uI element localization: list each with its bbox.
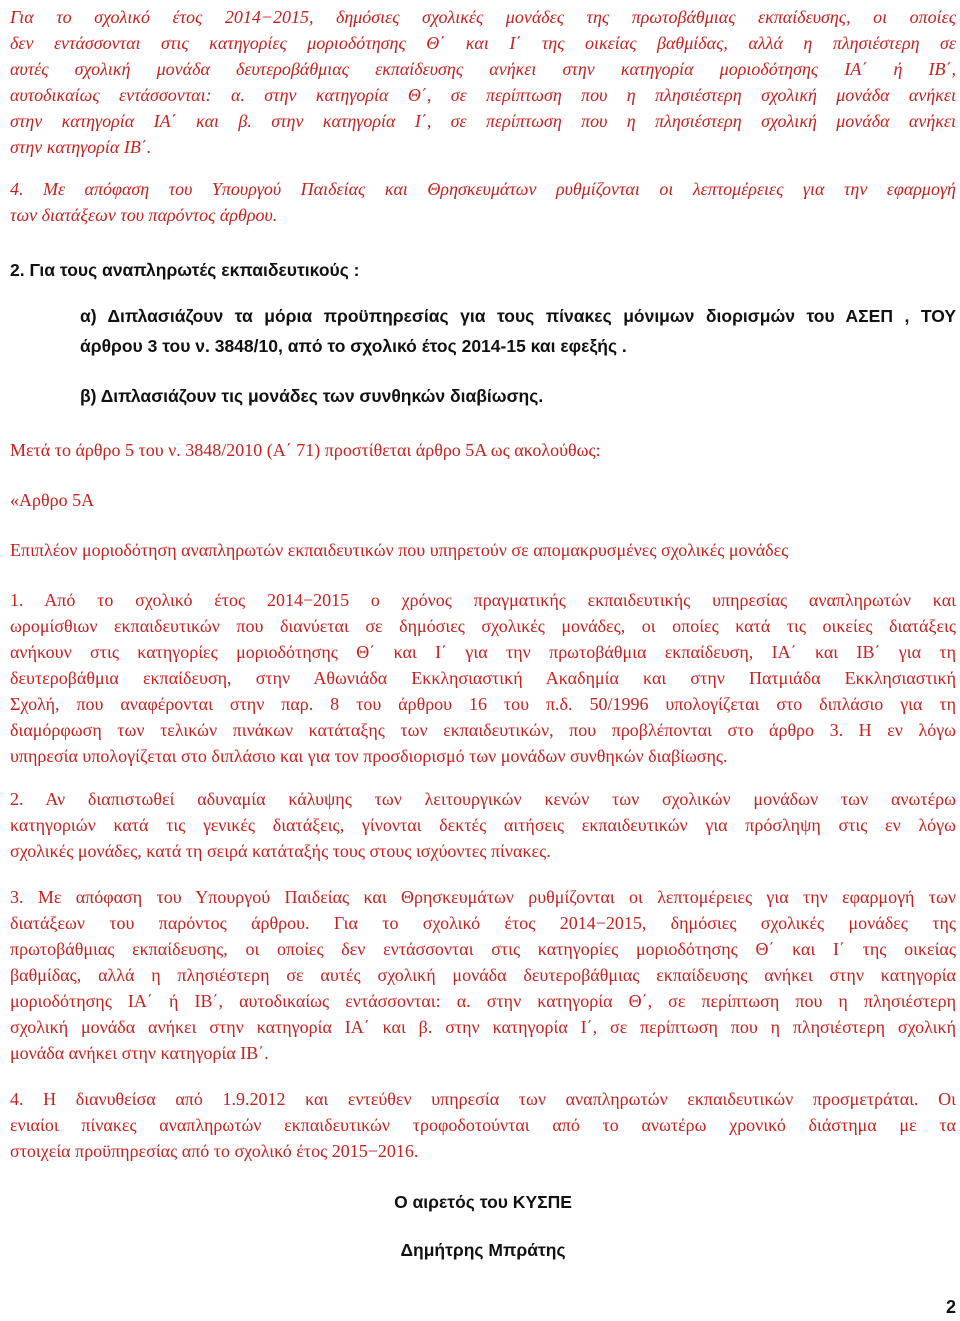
text-line: διαμόρφωση των τελικών πινάκων κατάταξης των εκπαιδευτικών, που προβλέπονται στο άρθρο 3. Η εν λόγω <box>10 720 956 740</box>
substitutes-heading: 2. Για τους αναπληρωτές εκπαιδευτικούς : <box>10 260 360 280</box>
text-line: στοιχεία προϋπηρεσίας από το σχολικό έτος 2015−2016. <box>10 1141 419 1161</box>
text-line: αυτές σχολική μονάδα δευτεροβάθμιας εκπαίδευσης ανήκει στην κατηγορία μοριοδότησης ΙΑ΄ ή ΙΒ΄, <box>10 59 956 79</box>
substitutes-item-b: β) Διπλασιάζουν τις μονάδες των συνθηκών διαβίωσης. <box>80 386 544 406</box>
article-title: «Αρθρο 5Α <box>10 490 95 510</box>
text-line: ανήκουν στις κατηγορίες μοριοδότησης Θ΄ και Ι΄ για την πρωτοβάθμια εκπαίδευση, ΙΑ΄ και ΙΒ΄ για τη <box>10 642 956 662</box>
text-line: σχολική μονάδα ανήκει στην κατηγορία ΙΑ΄ και β. στην κατηγορία Ι΄, σε περίπτωση που η πλησιέστερη σχολική <box>10 1017 956 1037</box>
text-line: Σχολή, που αναφέρονται στην παρ. 8 του άρθρου 16 του π.δ. 50/1996 υπολογίζεται στο διπλάσιο για τη <box>10 694 956 714</box>
text-line: αυτοδικαίως εντάσσονται: α. στην κατηγορία Θ΄, σε περίπτωση που η πλησιέστερη σχολική μονάδα ανήκει <box>10 85 956 105</box>
text-line: πρωτοβάθμιας εκπαίδευσης, οι οποίες δεν εντάσσονται στις κατηγορίες μοριοδότησης Θ΄ και Ι΄ της οικείας <box>10 939 956 959</box>
text-line: στην κατηγορία ΙΒ΄. <box>10 137 152 157</box>
text-line: Για το σχολικό έτος 2014−2015, δημόσιες σχολικές μονάδες της πρωτοβάθμιας εκπαίδευσης, οι οποίες <box>10 7 956 27</box>
article-paragraph-2 <box>10 786 956 864</box>
text-line: άρθρου 3 του ν. 3848/10, από το σχολικό έτος 2014-15 και εφεξής . <box>80 336 627 356</box>
text-line: α) Διπλασιάζουν τα μόρια προϋπηρεσίας για τους πίνακες μόνιμων διορισμών του ΑΣΕΠ , ΤΟΥ <box>80 306 956 326</box>
article-paragraph-1 <box>10 587 956 769</box>
article-subtitle: Επιπλέον μοριοδότηση αναπληρωτών εκπαιδευτικών που υπηρετούν σε απομακρυσμένες σχολικές μονάδες <box>10 540 789 560</box>
text-line: ενιαίοι πίνακες αναπληρωτών εκπαιδευτικών τροφοδοτούνται από το ανωτέρω χρονικό διάστημα με τα <box>10 1115 956 1135</box>
text-line: 4. Η διανυθείσα από 1.9.2012 και εντεύθεν υπηρεσία των αναπληρωτών εκπαιδευτικών προσμετράται. Οι <box>10 1089 956 1109</box>
amendment-intro: Μετά το άρθρο 5 του ν. 3848/2010 (Α΄ 71) προστίθεται άρθρο 5Α ως ακολούθως: <box>10 440 601 460</box>
text-line: στην κατηγορία ΙΑ΄ και β. στην κατηγορία Ι΄, σε περίπτωση που η πλησιέστερη σχολική μονάδα ανήκει <box>10 111 956 131</box>
text-line: των διατάξεων του παρόντος άρθρου. <box>10 205 278 225</box>
text-line: κατηγοριών κατά τις γενικές διατάξεις, γίνονται δεκτές αιτήσεις εκπαιδευτικών για πρόσληψη στις εν λόγω <box>10 815 956 835</box>
intro-paragraph <box>10 4 956 160</box>
article-paragraph-3 <box>10 884 956 1066</box>
text-line: σχολικές μονάδες, κατά τη σειρά κατάταξής τους στους ισχύοντες πίνακες. <box>10 841 551 861</box>
page-number: 2 <box>945 1297 956 1317</box>
text-line: υπηρεσία υπολογίζεται στο διπλάσιο και για τον προσδιορισμό των μονάδων συνθηκών διαβίωσης. <box>10 746 728 766</box>
text-line: δευτεροβάθμια εκπαίδευση, στην Αθωνιάδα Εκκλησιαστική Ακαδημία και στην Πατμιάδα Εκκλησιαστική <box>10 668 956 688</box>
text-line: μονάδα ανήκει στην κατηγορία ΙΒ΄. <box>10 1043 269 1063</box>
paragraph-4-italic <box>10 176 956 228</box>
text-line: βαθμίδας, αλλά η πλησιέστερη σε αυτές σχολική μονάδα δευτεροβάθμιας εκπαίδευσης ανήκει στην κατηγορία <box>10 965 956 985</box>
text-line: 4. Με απόφαση του Υπουργού Παιδείας και Θρησκευμάτων ρυθμίζονται οι λεπτομέρειες για την εφαρμογή <box>10 179 956 199</box>
text-line: δεν εντάσσονται στις κατηγορίες μοριοδότησης Θ΄ και Ι΄ της οικείας βαθμίδας, αλλά η πλησιέστερη σε <box>10 33 956 53</box>
substitutes-item-a <box>80 303 956 359</box>
text-line: 2. Αν διαπιστωθεί αδυναμία κάλυψης των λειτουργικών κενών των σχολικών μονάδων των ανωτέρω <box>10 789 956 809</box>
text-line: μοριοδότησης ΙΑ΄ ή ΙΒ΄, αυτοδικαίως εντάσσονται: α. στην κατηγορία Θ΄, σε περίπτωση που η πλησιέστερη <box>10 991 956 1011</box>
signature-role: Ο αιρετός του ΚΥΣΠΕ <box>394 1192 572 1212</box>
text-line: 3. Με απόφαση του Υπουργού Παιδείας και Θρησκευμάτων ρυθμίζονται οι λεπτομέρειες για την εφαρμογή των <box>10 887 956 907</box>
text-line: 1. Από το σχολικό έτος 2014−2015 ο χρόνος πραγματικής εκπαιδευτικής υπηρεσίας αναπληρωτών και <box>10 590 956 610</box>
signature-name: Δημήτρης Μπράτης <box>400 1240 566 1260</box>
article-paragraph-4 <box>10 1086 956 1164</box>
text-line: διατάξεων του παρόντος άρθρου. Για το σχολικό έτος 2014−2015, δημόσιες σχολικές μονάδες της <box>10 913 956 933</box>
text-line: ωρομίσθιων εκπαιδευτικών που διανύεται σε δημόσιες σχολικές μονάδες, οι οποίες κατά τις οικείες διατάξεις <box>10 616 956 636</box>
